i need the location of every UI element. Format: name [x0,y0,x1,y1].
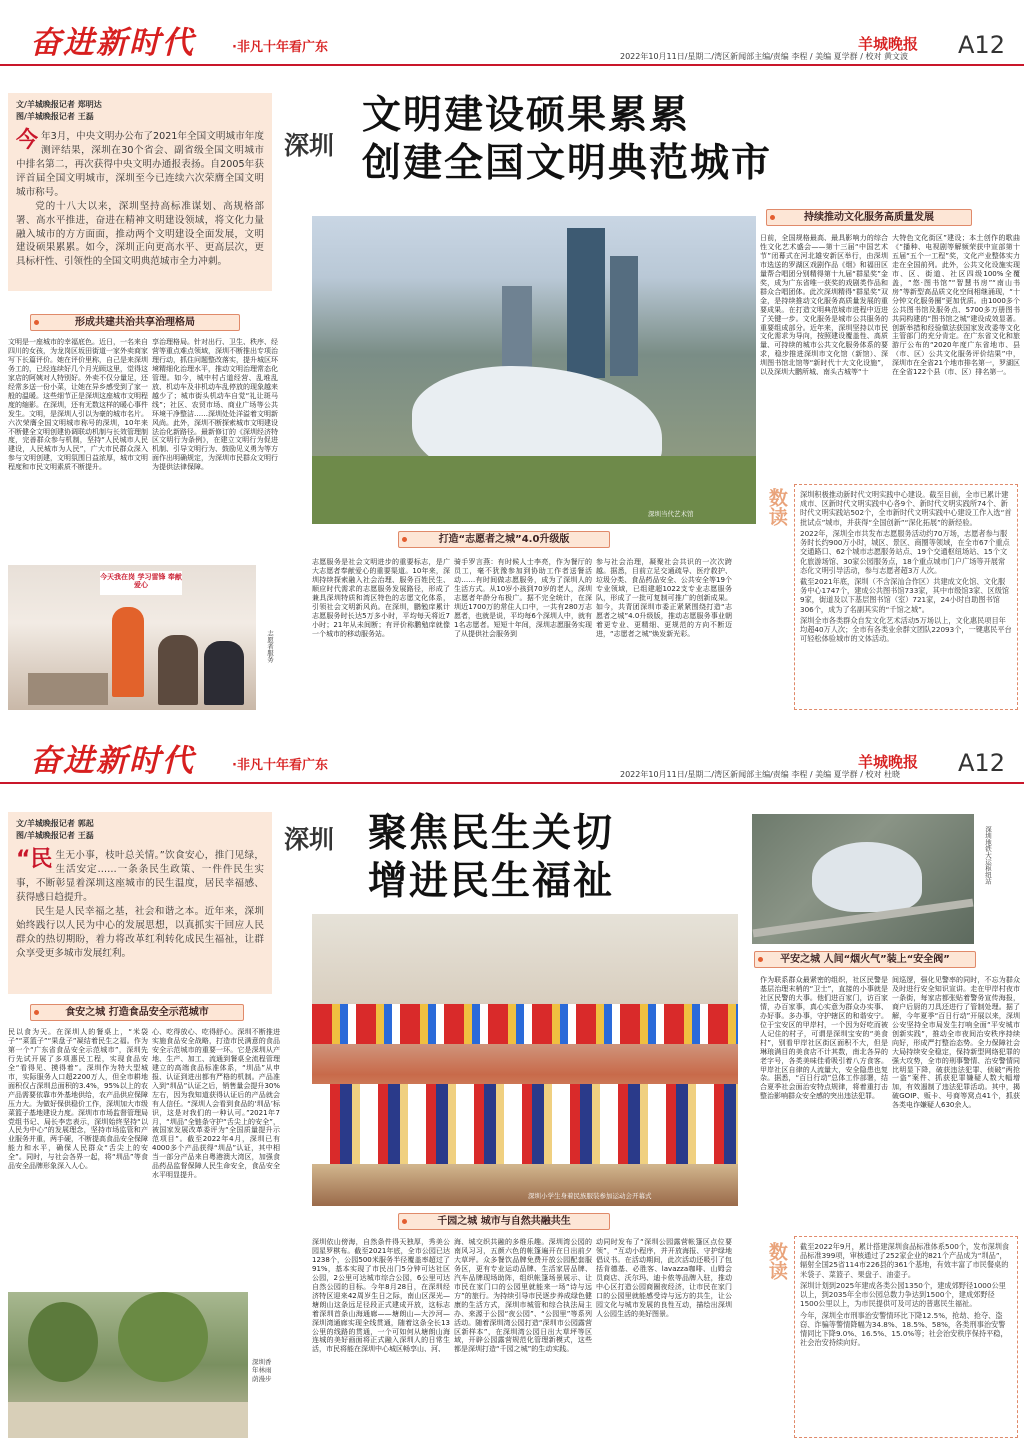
headdress-row [312,1004,738,1044]
table-shape [28,673,108,705]
data-reading-box [794,484,1018,710]
tower-1 [567,228,605,378]
article-food-col2: 心、吃得放心、吃得舒心。深圳不断推进实施食品安全战略，打造市民满意的食品安全示范城市的重要一环。它是深圳从产地、生产、加工、流通到餐桌全流程管理建立的高端食品标准体系，“圳品”从申报、认证到进出都有严格的机制。产品准入到“圳品”认证之后，销售量会提升30%左右，因为我知道获得认证后的产品就会有人信任。“深圳人会看到食品的‘圳品’标识，这是对我们的一种认可。”2021年7月，“圳品”全链条守护“舌尖上的安全”，被国家发展改革委评为“全国质量提升示范项目”。截至2022年4月，深圳已有4000多个产品获得“圳品”认证，其中相当一部分产品来自粤港澳大湾区，加强食品药品监督保障人民生命安全，食品安全水平明显提升。 [152,1028,280,1180]
newspaper-page-top [0,0,1024,715]
article-volunteer-col3: 参与社会治理，凝聚社会共识的一次次跨越。据悉，目前立足交通疏导、医疗救护、垃圾分类、食品药品安全、公共安全等19个专业领域，已组建超1022支专业志愿服务队，形成了一批可复制可推广的创新成果。如今，共青团深圳市委正紧紧围绕打造“志愿者之城”4.0升级版，推动志愿服务事业朝着更专业、更精细、更规范的方向不断迈进，“志愿者之城”焕发新光彩。 [596,558,732,638]
page-meta: 2022年10月11日/星期二/湾区新闻部主编/责编 李程 / 美编 夏学群 / 校对 黄文波 [620,52,908,61]
section-heading-safety: 平安之城 人间“烟火气”装上“安全阀” [754,951,976,968]
volunteer-figure [112,607,144,697]
tree-1 [28,1302,98,1382]
data-reading-item-1: 截至2022年9月，累计搭建深圳食品标准体系500个，发布深圳食品标准399项，审核通过了252家企业的821个产品成为“圳品”，辐射全国25省114市226县的361个基地，有效丰富了市民餐桌的米袋子、菜篮子、果盘子、油壶子。 [800,1242,1010,1279]
article-volunteer-col2: 骑手罗言燕：有时候人士李亮，作为餐厅的员工，毫不犹豫参加到协助工作者送餐活动……有时间做志愿服务，成为了深圳人的生活方式。从10岁小孩到70岁的老人，深圳志愿者年龄分布极广。据不完全统计，在深圳近1700万的常住人口中，一共有280万志愿者，也就是说，平均每6个深圳人中，就有1名志愿者。短短十年间，深圳志愿服务实现了从提供社会服务到 [454,558,592,638]
section-heading-volunteer: 打造“志愿者之城”4.0升级版 [398,531,610,548]
article-safety-col2: 间巡逻，强化见警率的同时，不忘为群众及时进行安全知识宣讲。走在甲岸村夜市一条街，每家店都张贴着警务宣传海报，商户后厨的刀具还进行了管制处理。据了解，今年夏季“百日行动”开展以来，深圳公安坚持全市局发生打响全面“平安城市创新实践”，推动全市夜间治安秩序持续向好，形成严打整治态势。全力保障社会大局持续安全稳定，保持新型网络犯罪的强大攻势，全市的刑事警情、治安警情同比明显下降，破获违法犯罪、侦破“两抢一盗”案件、抓获犯罪嫌疑人数大幅增加，有效遏制了违法犯罪活动。其中，揭破GOIP、贩卡、号商等窝点41个，抓获各类电诈嫌疑人630余人。 [892,976,1020,1110]
data-reading-label: 数读 [765,488,788,526]
city-label: 深圳 [284,825,335,854]
hub-roof [812,842,922,912]
park-photo [8,1292,248,1438]
volunteer-photo [8,565,256,710]
page-number: A12 [958,31,1005,59]
data-reading-item-3: 今年，深圳全市刑事治安警情环比下降12.5%，抢劫、抢夺、盗窃、诈骗等警情降幅为34.8%、18.5%、58%，各类刑事治安警情同比下降9.0%、16.5%、15.0%等；社会治安秩序保持平稳，社会治安持续向好。 [800,1310,1008,1348]
article-parks-col3: 动同时发布了“深圳公园露营帐篷区点位要领”，“互动小程序，并开放海报、守护绿地倡议书。在活动期间，此次活动还吸引了包括肯德基、必胜客、lavazza咖啡、山姆会员商店、沃尔玛、迪卡侬等品牌入驻，推动中心区打造公园商圈夜经济，让市民在家门口的公园里就能感受诗与远方的共生，让公园文化与城市发展的良性互动，描绘出深圳人公园生活的美好图景。 [596,1238,732,1318]
headline: 文明建设硕果累累 创建全国文明典范城市 [362,93,773,186]
metro-hub-photo [752,814,974,944]
byline: 文/羊城晚报记者 郑明达 图/羊城晚报记者 王磊 [16,100,102,121]
data-reading-item-3: 截至2021年底，深圳（不含深汕合作区）共建成文化馆、文化服务中心1747个，建成公共图书馆733家，其中市级馆3家、区级馆9家，街道及以下基层图书馆（室）721家，24小时自助图书馆306个，成为了名副其实的“千馆之城”。 [800,576,1010,614]
data-reading-label: 数读 [765,1242,788,1280]
column-logo-subtitle: ·非凡十年看广东 [232,758,328,773]
column-logo-subtitle: ·非凡十年看广东 [232,40,328,55]
park-path [8,1402,248,1438]
article-culture-col1: 日前，全国规格最高、最具影响力的综合性文化艺术盛会——第十三届“中国艺术节”闭幕式在河北雄安新区举行，由深圳市选送的罗湖区戏剧作品《烟》和福田区量帮合唱团分别精得第十九届“群星奖”金奖，成为广东省唯一获奖的戏剧类作品和群众合唱团体。此次深圳精得“群星奖”双金，是持续推动文化服务高质量发展的重要成果。在打造文明典范城市进程中迈进了关键一步。文化服务是城市公共服务的重要组成部分。近年来，深圳坚持以市民文化需求为导向，按照建设覆盖性、高质量、可持续的城市公共文化服务体系的要求，稳步推进深圳市文化馆（新馆）、深圳图书馆北馆等“新时代十大文化设施”，以及深圳大鹏所城、南头古城等“十 [760,234,888,377]
lead-box [8,93,272,291]
tree-2 [118,1292,208,1382]
data-reading-item-2: 2022年，深圳全市共发布志愿服务活动约70万场，志愿者参与服务时长约900万小时，城区、景区、商圈等领域，在全市67个重点交通路口、62个城市志愿服务站点、19个交通枢纽场站、15个文化旅游场馆、30家公园服务点，18个重点城市门户广场等开展常态化文明引导活动，参与志愿者超3万人次。 [800,528,1010,575]
newspaper-brand: 羊城晚报 [858,753,919,771]
page-header [0,718,1024,784]
section-heading-food-safety: 食安之城 打造食品安全示范城市 [30,1004,244,1021]
page-header [0,0,1024,66]
column-logo: 奋进新时代 [30,25,195,61]
tower-3 [502,286,532,376]
section-heading-governance: 形成共建共治共享治理格局 [30,314,240,331]
byline: 文/羊城晚报记者 郭起 图/羊城晚报记者 王磊 [16,819,94,840]
article-governance-col2: 享治理格局。针对出行、卫生、秩序、经营等重点难点领域，深圳不断推出专项治理行动，抓住问题整改落实，提升城区环境精细化治理水平，推动文明治理常态化管理。如今，城中村占道经营、乱堆乱放、机动车及非机动车乱停放的现象越来越少了；城市街头机动车自觉“礼让斑马线”；社区、农贸市场、商业广场等公共环境干净整洁……深圳处处洋溢着文明新风尚。此外，深圳不断探索城市文明建设法治化新路径。最新修订的《深圳经济特区文明行为条例》，在建立文明行为促进机制、引导文明行为、鼓励见义勇为等方面作出明确规定，为深圳市民群众文明行为提供法律保障。 [152,338,278,472]
article-parks-col1: 深圳依山傍海，自然条件得天独厚，秀美公园星罗棋布。截至2021年底，全市公园已达1238个，公园500米服务半径覆盖率超过了91%，基本实现了市民出门5分钟可达社区公园，2公里可达城市综合公园，6公里可达自然公园的目标。今年8月28日，在深圳经济特区迎来42周岁生日之际，南山区深光—塘朗山这条远足径段正式建成开放，这标志着深圳首条山海通廊——塘朗山—大沙河—深圳湾通廊实现全线贯通，随着这条全长13公里的线路的贯通，一个可如何从塘朗山海连城的美好画面将正式融入深圳人的日常生活，市民将能在深圳中心城区畅享山、河、 [312,1238,450,1354]
students-photo [312,914,738,1206]
seated-figure-1 [158,635,198,705]
article-food-col1: 民以食为天。在深圳人的餐桌上，“米袋子”“菜篮子”“果盘子”凝结着民生之福。作为第一个“广东省食品安全示范城市”，深圳先行先试开展了多项惠民工程，实现食品安全“看得见、摸得着”。深圳作为特大型城市，实际服务人口超2200万人，但全市耕地面积仅占深圳总面积的3.4%，95%以上的农产品需要依靠市外基地供给，农产品供应保障压力大。为做好保供稳价工作，深圳加大市级菜篮子基地建设力度。深圳市市场监督管理局党组书记、局长李忠表示，深圳始终坚持“以人民为中心”的发展理念，坚持市场监管和产业服务并重，两手硬，不断提高食品安全保障能力和水平，确保人民群众“舌尖上的安全”。同时，与社会各界一起，将“圳品”等食品安全品牌形象深入人心。 [8,1028,148,1171]
article-safety-col1: 作为联系群众最紧密的组织，社区民警是基层治理末梢的“卫士”，直接的小事就是社区民警的大事。他们进百家门，访百家情，办百家事，真心实意为群众办实事、办好事。多办事，守护辖区的和谐安宁。位于宝安区的甲岸村，一个因为好吃而被人记住的村子，可谓是深圳宝安的“美食村”，别看甲岸社区街区面积不大，但是琳琅满目的美食店不计其数，南北各异的老字号，各类美味佳肴吸引着八方食客。甲岸社区自律的人流量大，安全隐患也复杂。据悉，“百日行动”总体工作部署，结合夏季社会面治安特点规律，将着重打击整治影响群众安全感的突出违法犯罪。 [760,976,888,1101]
art-museum-photo-caption: 深圳当代艺术馆 [648,510,694,518]
metro-hub-photo-caption: 深圳地铁大运枢纽站 [984,826,992,885]
article-parks-col2: 海、城交织共融的多维乐趣。深圳湾公园的南风习习，五颜六色的帐篷遍开在日出前夕大草坪。众多餐饮品牌免费开放公园配套服务区，更有专业运动品牌、生活家居品牌、汽车品牌现场助阵，组织帐篷场景展示、让市民在家门口的公园里就能来一场“诗与远方”的旅行。为持续引导市民逐步养成绿色健康的生活方式，深圳市城管和综合执法局主办、来源于公园“夜公园”、“公园里”等系列活动。随着深圳湾公园打造“深圳市公园露营区新样本”，在深圳湾公园日出大草坪等区域，开辟公园露营规范化管理新模式，这些都是深圳打造“千园之城”的生动实践。 [454,1238,592,1354]
tower-2 [610,256,638,376]
volunteer-banner: 今天我在岗 学习雷锋 奉献爱心 [100,571,182,595]
seated-figure-2 [204,641,244,705]
page-number: A12 [958,749,1005,777]
headline: 聚焦民生关切 增进民生福祉 [368,811,615,904]
header-rule [0,782,1024,784]
volunteer-photo-caption: 志愿者服务 [266,630,274,663]
section-heading-culture: 持续推动文化服务高质量发展 [766,209,972,226]
lead-paragraph-1: 生无小事，枝叶总关情。”饮食安心，推门见绿，生活安定……一条条民生政策、一件件民生实事，不断彰显着深圳这座城市的民生温度，居民幸福感、获得感日趋提升。 [16,850,264,903]
section-heading-parks: 千园之城 城市与自然共融共生 [398,1213,610,1230]
article-culture-col2: 大特色文化街区”建设；本土创作的歌曲《“播种、电视剧等解频荣获中宣部第十五届“五个一工程”奖，文化产业整体实力走在全国前列。此外，公共文化设施实现市、区、街道、社区四级100%全覆盖，“悠·图书馆”“智慧书房”“南山书房”等新型高品质文化空间相继涌现，“十分钟文化服务圈”更加优质。由1000多个公共图书馆及服务点、5700多万册图书共同构建的“图书馆之城”建设成效显著。创新举措和经验做法获国家发改委等文化主管部门的充分肯定。在广东省文化和旅游厅公布的“2020年度广东省地市、县（市、区）公共文化服务评价结果”中，深圳市在全省21个地市排名第一，罗湖区在全省122个县（市、区）排名第一。 [892,234,1020,377]
art-museum-photo [312,216,756,524]
column-logo: 奋进新时代 [30,743,195,779]
lead-paragraph-1: 年3月，中央文明办公布了2021年全国文明城市年度测评结果，深圳在30个省会、副省级全国文明城市中排名第二，再次获得中央文明办通报表扬。自2005年获评首届全国文明城市，深圳至今已连续六次荣膺全国文明城市称号。 [16,131,264,198]
article-volunteer-col1: 志愿服务是社会文明进步的重要标志，是广大志愿者奉献爱心的重要渠道。10年来，深圳持续探索融入社会治理、服务百姓民生、顺应时代需求的志愿服务发展路径，形成了兼具深圳特质和湾区特色的志愿文化体系，引领社会文明新风尚。在深圳，鹏勉庠累计志愿服务时长达5万多小时，平均每天将近7小时；21年从未间断；有评价称鹏勉庠就像一个城市的移动服务站。 [312,558,450,638]
header-rule [0,64,1024,66]
costume-row [312,1084,738,1164]
lead-paragraph-2: 党的十八大以来，深圳坚持高标准谋划、高规格部署、高水平推进，奋进在精神文明建设领域，将文化力量融入城市的方方面面，推动两个文明建设全面发展，文明建设硕果累累。如今，深圳正向更高水平、更高层次，更具标杆性、引领性的全国文明典范城市全力冲刺。 [16,200,264,268]
article-governance-col1: 文明是一座城市的幸福底色。近日，一名来自四川的女孩，为龙岗区坂田街道一家外卖商家写下长篇评价。她在评价里称，自己是来深圳务工的，已经连续好几个月光顾这里，觉得这家店的阿姨对人特别好。外卖不仅分量足，还经常多送一份小菜，让她在异乡感受到了家一般的温暖。这些细节正是深圳这座城市文明程度的缩影。在深圳，还有无数这样的暖心事件发生。文明，是深圳人引以为豪的城市名片。六次荣膺全国文明城市称号的深圳，10年来不断健全文明创建协调联动机制与长效管理制度，完善群众参与机制，坚持“人民城市人民建设，人民城市为人民”，广大市民群众深入参与文明创建，文明氛围日益浓厚，城市文明程度和市民文明素质不断提升。 [8,338,148,472]
park-photo-caption: 深圳香年林雨荫漫步 [252,1358,272,1383]
drop-cap: 今 [16,128,39,154]
page-meta: 2022年10月11日/星期二/湾区新闻部主编/责编 李程 / 美编 夏学群 / 校对 杜晓 [620,770,900,779]
data-reading-item-4: 深圳全市各类群众自发文化艺术活动5万场以上，文化惠民项目年均超40万人次；全市有各类业余群文团队22093个，一键惠民平台可轻松体验城市的文体活动。 [800,615,1012,644]
newspaper-page-bottom [0,718,1024,1442]
data-reading-item-1: 深圳积极推动新时代文明实践中心建设。截至目前，全市已累计建成市、区新时代文明实践中心各9个、新时代文明实践所74个、新时代文明实践站502个，全市新时代文明实践中心建设工作入选“首批试点”城市，并获得“全国创新”“深化拓展”的新经验。 [800,490,1012,527]
city-label: 深圳 [284,131,335,160]
lead-paragraph-2: 民生是人民幸福之基，社会和谐之本。近年来，深圳始终践行以人民为中心的发展思想，以真抓实干回应人民群众的热切期盼，着力将改革红利转化成民生福祉，让群众享受更多城市发展红利。 [16,905,264,959]
newspaper-brand: 羊城晚报 [858,35,919,53]
data-reading-item-2: 深圳计划到2025年建成各类公园1350个，建成郊野径1000公里以上，到2035年全市公园总数力争达到1500个，建成郊野径1500公里以上，为市民提供可及可达的普惠民生福祉。 [800,1280,1006,1309]
data-reading-box [794,1236,1018,1438]
drop-cap: “民 [16,847,53,873]
lead-box [8,812,272,994]
students-photo-caption: 深圳小学生身着民族服装参加运动会开幕式 [528,1192,652,1200]
